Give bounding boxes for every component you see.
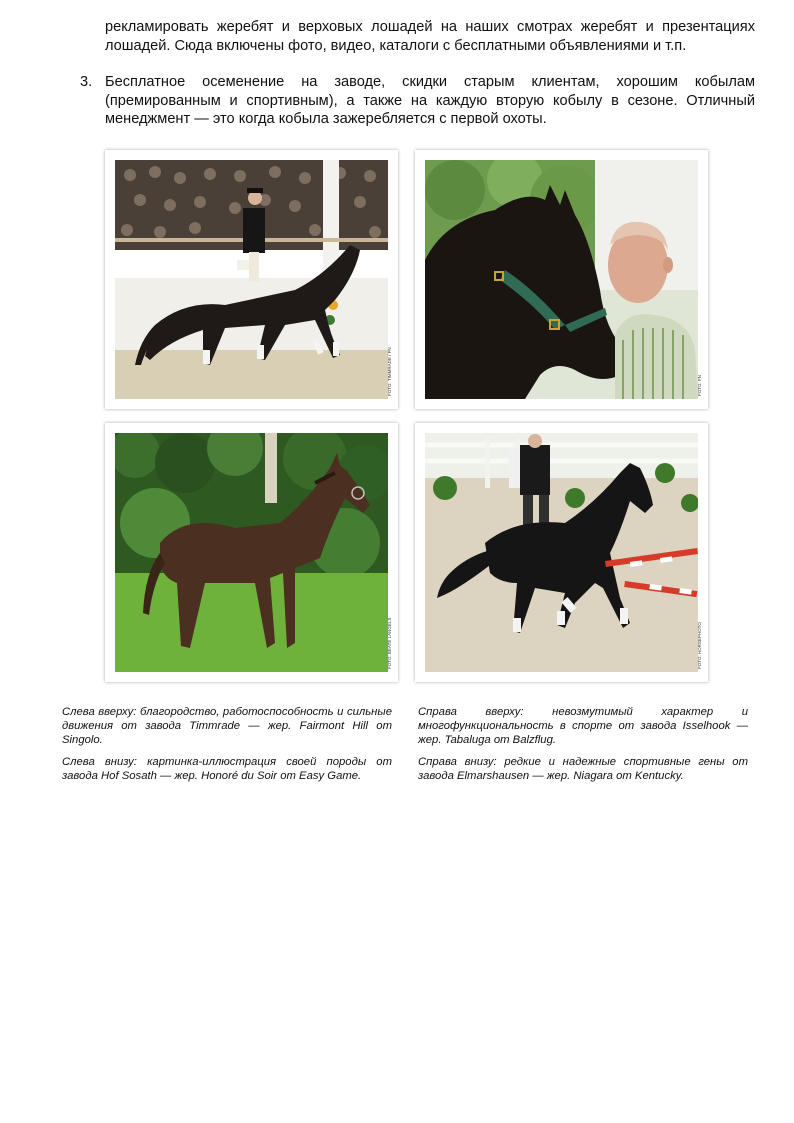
photo-credit: FOTO: TIMMRADE / FN [387, 347, 392, 396]
list-number: 3. [80, 74, 93, 90]
photo-credit: FOTO: HORSEPHOTO [697, 622, 702, 669]
photo-horse-with-man [415, 150, 708, 409]
list-item-text: Бесплатное осеменение на заводе, скидки старым клиентам, хорошим кобылам (премированным и спортивным), а также на каждую вторую кобылу в сезоне. Отличный менеджмент — это когда кобыла зажеребляется с первой охоты. [105, 74, 755, 128]
photo-bay-horse-image [115, 433, 388, 672]
photo-dressage-image [115, 160, 388, 399]
photo-horse-head-image [425, 160, 698, 399]
intro-paragraph: рекламировать жеребят и верховых лошадей на наших смотрах жеребят и презентациях лошадей. Сюда включены фото, видео, каталоги с бесплатными объявлениями и т.п. [105, 19, 755, 54]
caption-right-top: Справа вверху: невозмутимый характер и многофункциональность в спорте от завода Isselhook — жер. Tabaluga от Balzflug. [418, 706, 748, 746]
photo-bay-horse-standing [105, 423, 398, 682]
captions-left-column [62, 705, 392, 791]
caption-left-bottom: Слева внизу: картинка-иллюстрация своей породы от завода Hof Sosath — жер. Honoré du Soir от Easy Game. [62, 756, 392, 782]
caption-right-bottom: Справа внизу: редкие и надежные спортивные гены от завода Elmarshausen — жер. Niagara от Kentucky. [418, 756, 748, 782]
photo-dressage-rider [105, 150, 398, 409]
photo-black-horse-image [425, 433, 698, 672]
captions-right-column [418, 705, 748, 791]
caption-left-top: Слева вверху: благородство, работоспособность и сильные движения от завода Timmrade — жер. Fairmont Hill от Singolo. [62, 706, 392, 746]
photo-credit: FOTO: FN [697, 375, 702, 396]
photo-black-horse-trotting [415, 423, 708, 682]
photo-credit: FOTO: BEATE LANGELS [387, 617, 392, 669]
